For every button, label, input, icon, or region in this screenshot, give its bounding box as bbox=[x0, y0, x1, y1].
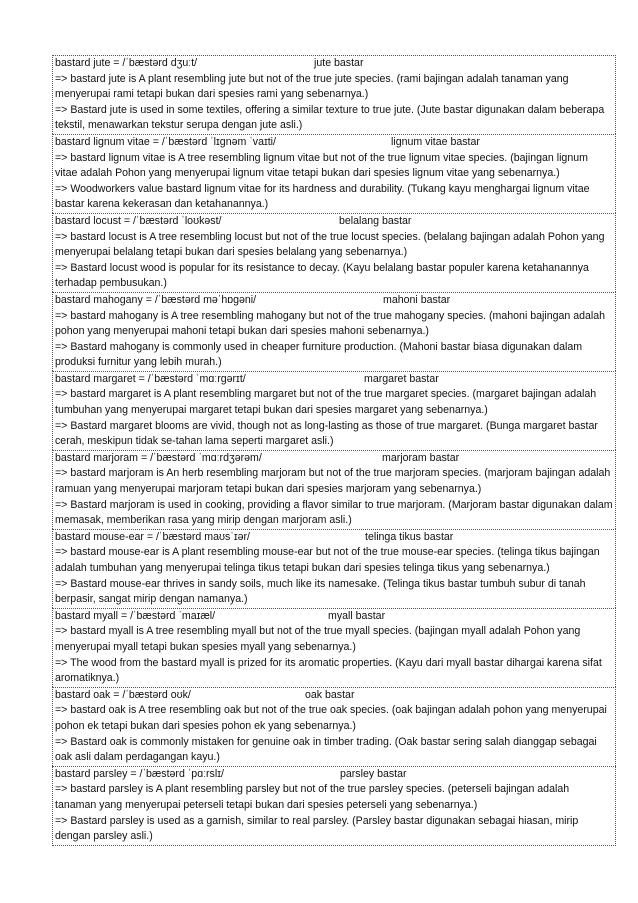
entry-example: => The wood from the bastard myall is prized for its aromatic properties. (Kayu dari myall bastar dihargai karena sifat aromatiknya.) bbox=[55, 656, 602, 685]
entry-example: => Bastard parsley is used as a garnish, similar to real parsley. (Parsley bastar digunakan sebagai hiasan, mirip dengan parsley asli.) bbox=[55, 814, 579, 843]
entry-term: bastard mouse-ear = /ˈbæstərd maʊsˈɪər/ bbox=[55, 530, 250, 543]
entry-term: bastard parsley = /ˈbæstərd ˈpɑːrslɪ/ bbox=[55, 767, 224, 780]
entry-translation: mahoni bastar bbox=[383, 293, 451, 306]
glossary-entry bbox=[52, 371, 616, 450]
entry-definition: => bastard mahogany is A tree resembling mahogany but not of the true mahogany species. (mahoni bajingan adalah pohon yang menyerupai mahoni tetapi bukan dari spesies mahoni sebenarnya.) bbox=[55, 309, 606, 338]
entry-term: bastard marjoram = /ˈbæstərd ˈmɑːrdʒərəm/ bbox=[55, 451, 262, 464]
entry-heading bbox=[55, 451, 613, 467]
glossary-entry bbox=[52, 608, 616, 687]
glossary-entry bbox=[52, 134, 616, 213]
glossary-entry bbox=[52, 450, 616, 529]
entry-translation: marjoram bastar bbox=[382, 451, 460, 464]
entry-heading bbox=[55, 688, 613, 704]
entry-term: bastard margaret = /ˈbæstərd ˈmɑːrɡərɪt/ bbox=[55, 372, 246, 385]
entry-example: => Woodworkers value bastard lignum vitae for its hardness and durability. (Tukang kayu menghargai lignum vitae bastar karena kekerasan dan ketahanannya.) bbox=[55, 182, 590, 211]
entry-term: bastard jute = /ˈbæstərd dʒuːt/ bbox=[55, 57, 198, 69]
entry-heading bbox=[55, 609, 613, 625]
entry-definition: => bastard lignum vitae is A tree resembling lignum vitae but not of the true lignum vitae species. (bajingan lignum vitae adalah Pohon yang menyerupai lignum vitae tetapi bukan dari spesies lignum vitae yang sebenarnya.) bbox=[55, 151, 588, 180]
entry-translation: telinga tikus bastar bbox=[365, 530, 454, 543]
entry-translation: belalang bastar bbox=[339, 214, 412, 227]
entry-definition: => bastard oak is A tree resembling oak but not of the true oak species. (oak bajingan adalah pohon yang menyerupai pohon ek tetapi bukan dari spesies pohon ek yang sebenarnya.) bbox=[55, 704, 607, 732]
entry-heading bbox=[55, 530, 613, 546]
glossary-entry bbox=[52, 766, 616, 846]
entry-example: => Bastard locust wood is popular for its resistance to decay. (Kayu belalang bastar populer karena ketahanannya terhadap pembusukan.) bbox=[55, 261, 589, 290]
entry-example: => Bastard oak is commonly mistaken for genuine oak in timber trading. (Oak bastar sering salah dianggap sebagai oak asli dalam perdagangan kayu.) bbox=[55, 735, 597, 764]
entry-heading bbox=[55, 372, 613, 388]
entry-term: bastard myall = /ˈbæstərd ˈmaɪæl/ bbox=[55, 609, 216, 622]
entry-definition: => bastard jute is A plant resembling jute but not of the true jute species. (rami bajingan adalah tanaman yang menyerupai rami tetapi bukan dari spesies rami yang sebenarnya.) bbox=[55, 72, 569, 101]
entry-heading bbox=[55, 135, 613, 151]
entry-definition: => bastard locust is A tree resembling locust but not of the true locust species. (belalang bajingan adalah Pohon yang menyerupai belalang tetapi bukan dari spesies belalang yang sebenarnya.) bbox=[55, 230, 605, 259]
entry-example: => Bastard margaret blooms are vivid, though not as long-lasting as those of true margaret. (Bunga margaret bastar cerah, meskipun tidak se-tahan lama seperti margaret asli.) bbox=[55, 419, 598, 448]
entry-definition: => bastard myall is A tree resembling myall but not of the true myall species. (bajingan myall adalah Pohon yang menyerupai myall tetapi bukan spesies myall yang sebenarnya.) bbox=[55, 625, 581, 653]
entry-translation: oak bastar bbox=[305, 688, 355, 701]
glossary-page bbox=[52, 55, 616, 846]
entry-definition: => bastard parsley is A plant resembling parsley but not of the true parsley species. (peterseli bajingan adalah tanaman yang menyerupai peterseli tetapi bukan dari spesies peterseli yang sebenarnya.) bbox=[55, 783, 570, 811]
entry-example: => Bastard mouse-ear thrives in sandy soils, much like its namesake. (Telinga tikus bastar tumbuh subur di tanah berpasir, sangat mirip dengan namanya.) bbox=[55, 577, 586, 606]
entry-heading bbox=[55, 767, 613, 783]
glossary-entry bbox=[52, 687, 616, 766]
entry-heading bbox=[55, 214, 613, 230]
entry-heading bbox=[55, 293, 613, 309]
entry-example: => Bastard marjoram is used in cooking, providing a flavor similar to true marjoram. (Marjoram bastar digunakan dalam memasak, memberikan rasa yang mirip dengan marjoram asli.) bbox=[55, 498, 613, 527]
entry-term: bastard lignum vitae = /ˈbæstərd ˈlɪɡnəm ˈvaɪti/ bbox=[55, 135, 276, 148]
entry-translation: lignum vitae bastar bbox=[391, 135, 480, 148]
glossary-entry bbox=[52, 529, 616, 608]
entry-translation: margaret bastar bbox=[364, 372, 439, 385]
glossary-entry bbox=[52, 55, 616, 134]
entry-translation: jute bastar bbox=[314, 57, 364, 69]
entry-term: bastard locust = /ˈbæstərd ˈloʊkəst/ bbox=[55, 214, 222, 227]
entry-definition: => bastard marjoram is An herb resembling marjoram but not of the true marjoram species. (marjoram bajingan adalah ramuan yang menyerupai marjoram tetapi bukan dari spesies marjoram yang sebenarnya.) bbox=[55, 467, 611, 496]
glossary-entry bbox=[52, 213, 616, 292]
glossary-entry bbox=[52, 292, 616, 371]
entry-heading bbox=[55, 56, 613, 72]
entry-translation: parsley bastar bbox=[340, 767, 407, 780]
entry-term: bastard mahogany = /ˈbæstərd məˈhɒɡəni/ bbox=[55, 293, 257, 306]
entry-example: => Bastard mahogany is commonly used in cheaper furniture production. (Mahoni bastar biasa digunakan dalam produksi furnitur yang lebih murah.) bbox=[55, 340, 583, 369]
entry-definition: => bastard mouse-ear is A plant resembling mouse-ear but not of the true mouse-ear species. (telinga tikus bajingan adalah tumbuhan yang menyerupai telinga tikus tetapi bukan dari spesies telinga tikus yang sebenarnya.) bbox=[55, 546, 600, 574]
entry-definition: => bastard margaret is A plant resembling margaret but not of the true margaret species. (margaret bajingan adalah tumbuhan yang menyerupai margaret tetapi bukan dari spesies margaret yang sebenarnya.) bbox=[55, 388, 597, 417]
entry-example: => Bastard jute is used in some textiles, offering a similar texture to true jute. (Jute bastar digunakan dalam beberapa tekstil, menawarkan tekstur serupa dengan jute asli.) bbox=[55, 103, 605, 132]
entry-translation: myall bastar bbox=[328, 609, 386, 622]
entry-term: bastard oak = /ˈbæstərd oʊk/ bbox=[55, 688, 191, 701]
